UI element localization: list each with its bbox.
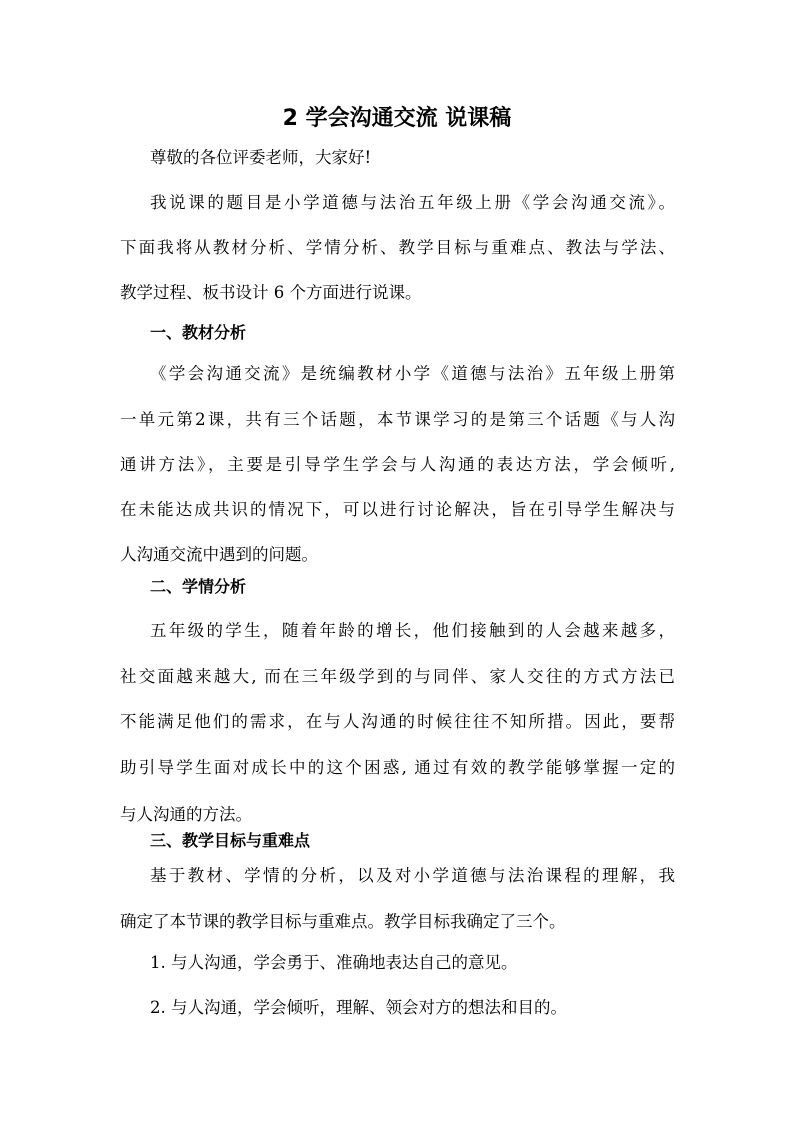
section-heading-textbook-analysis: 一、教材分析 [150, 323, 247, 342]
goal-list-item-1: 1. 与人沟通，学会勇于、准确地表达自己的意见。 [150, 953, 518, 972]
paragraph-line: 助引导学生面对成长中的这个困惑, 通过有效的教学能够掌握一定的 [120, 758, 675, 777]
paragraph-line: 确定了本节课的教学目标与重难点。教学目标我确定了三个。 [120, 912, 566, 931]
section-heading-teaching-goals: 三、教学目标与重难点 [150, 831, 311, 850]
intro-line-2: 下面我将从教材分析、学情分析、教学目标与重难点、教法与学法、 [120, 238, 675, 257]
document-title: 2 学会沟通交流 说课稿 [282, 106, 512, 131]
greeting-line: 尊敬的各位评委老师，大家好! [150, 148, 372, 167]
intro-line-3: 教学过程、板书设计 6 个方面进行说课。 [120, 283, 422, 302]
paragraph-line: 通讲方法》，主要是引导学生学会与人沟通的表达方法，学会倾听, [120, 455, 675, 474]
paragraph-line: 五年级的学生，随着年龄的增长，他们接触到的人会越来越多， [150, 621, 675, 640]
paragraph-line: 与人沟通的方法。 [120, 805, 252, 824]
intro-line-1: 我说课的题目是小学道德与法治五年级上册《学会沟通交流》。 [150, 193, 675, 212]
section-heading-student-analysis: 二、学情分析 [150, 577, 247, 596]
paragraph-line: 在未能达成共识的情况下，可以进行讨论解决，旨在引导学生解决与 [120, 500, 675, 519]
paragraph-line: 《学会沟通交流》是统编教材小学《道德与法治》五年级上册第 [150, 364, 675, 383]
paragraph-line: 人沟通交流中遇到的问题。 [120, 545, 318, 564]
paragraph-line: 社交面越来越大, 而在三年级学到的与同伴、家人交往的方式方法已 [120, 667, 675, 686]
paragraph-line: 一单元第2课，共有三个话题，本节课学习的是第三个话题《与人沟 [120, 410, 675, 429]
goal-list-item-2: 2. 与人沟通，学会倾听，理解、领会对方的想法和目的。 [150, 998, 567, 1017]
paragraph-line: 基于教材、学情的分析，以及对小学道德与法治课程的理解，我 [150, 866, 675, 885]
paragraph-line: 不能满足他们的需求，在与人沟通的时候往往不知所措。因此，要帮 [120, 712, 675, 731]
